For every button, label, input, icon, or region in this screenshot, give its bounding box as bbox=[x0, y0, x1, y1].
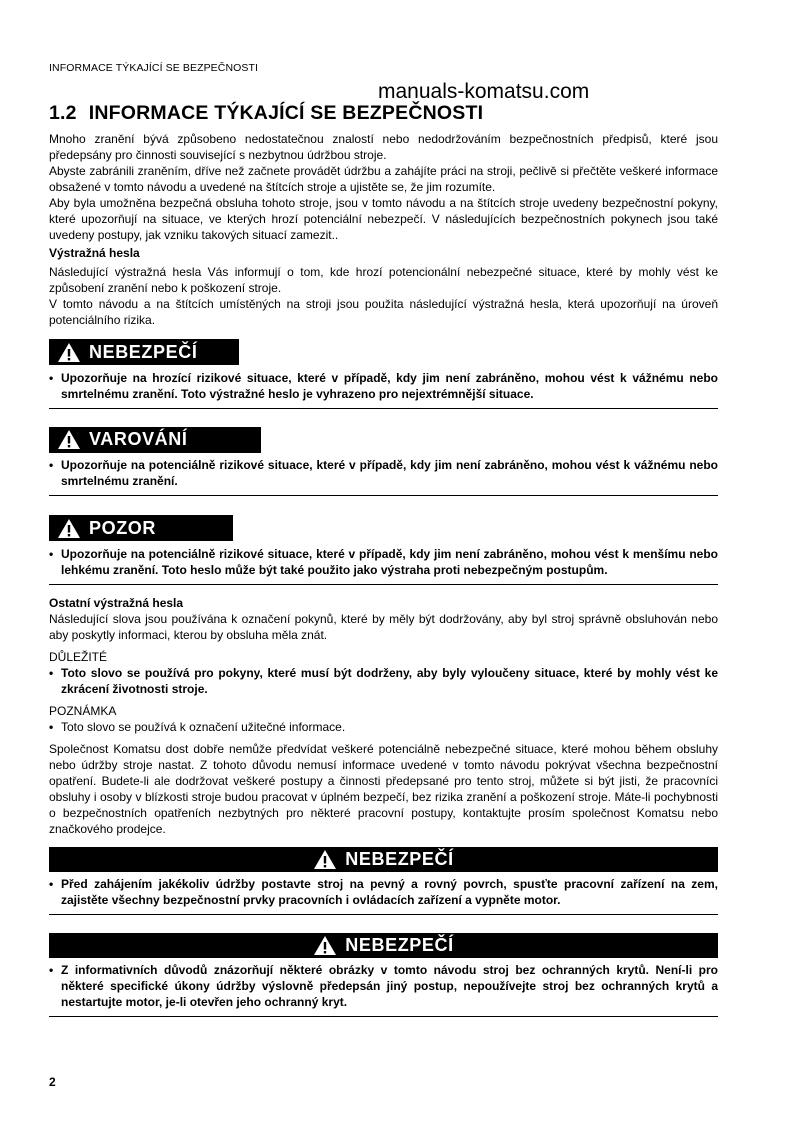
note-description: • Toto slovo se používá k označení užitečné informace. bbox=[49, 719, 718, 735]
intro-paragraph: Aby byla umožněna bezpečná obsluha tohoto stroje, jsou v tomto návodu a na štítcích stroje uvedeny bezpečnostní pokyny, které upozorňují na situace, ve kterých hrozí potenciální nebezpečí. V následujících bezpečnostních pokynech jsou také uvedeny postupy, jak vzniku takových situací zamezit.. bbox=[49, 196, 718, 242]
important-description: • Toto slovo se používá pro pokyny, které musí být dodrženy, aby byly vyloučeny situace, které by mohly vést ke zkrácení životnosti stroje. bbox=[49, 665, 718, 697]
caution-description: • Upozorňuje na potenciálně rizikové situace, které v případě, kdy jim není zabráněno, mohou vést k menšímu nebo lehkému zranění. Toto heslo může být také použito jako výstraha proti nebezpečným postupům. bbox=[49, 546, 718, 578]
warning-triangle-icon bbox=[313, 849, 337, 870]
note-label: POZNÁMKA bbox=[49, 703, 117, 718]
warning-triangle-icon bbox=[57, 429, 81, 450]
other-words-heading: Ostatní výstražná hesla bbox=[49, 595, 184, 610]
important-label: DŮLEŽITÉ bbox=[49, 649, 108, 664]
running-header: INFORMACE TÝKAJÍCÍ SE BEZPEČNOSTI bbox=[49, 62, 259, 74]
divider bbox=[49, 1016, 718, 1017]
caution-label bbox=[49, 515, 233, 541]
warning-words-heading: Výstražná hesla bbox=[49, 246, 140, 260]
danger-box bbox=[49, 847, 718, 915]
section-title-text: INFORMACE TÝKAJÍCÍ SE BEZPEČNOSTI bbox=[88, 102, 484, 124]
closing-paragraph: Společnost Komatsu dost dobře nemůže předvídat veškeré potenciálně nebezpečné situace, které mohou během obsluhy nebo údržby stroje nastat. Z tohoto důvodu nemusí informace uvedené v tomto návodu pokrývat všechna bezpečnostní opatření. Budete-li ale dodržovat veškeré postupy a činnosti předepsané pro tento stroj, můžete si být jisti, že pracovníci obsluhy i osoby v blízkosti stroje budou pracovat v úplném bezpečí, bez rizika zranění a poškození stroje. Máte-li pochybnosti o bezpečnostních opatřeních nezbytných pro některé pracovní postupy, kontaktujte prosím společnost Komatsu nebo značkového prodejce. bbox=[49, 741, 718, 836]
danger-box-label-text: NEBEZPEČÍ bbox=[345, 934, 454, 955]
caution-label-text: POZOR bbox=[89, 517, 157, 538]
warning-triangle-icon bbox=[57, 342, 81, 363]
danger-label bbox=[49, 339, 239, 365]
warning-triangle-icon bbox=[313, 935, 337, 956]
hazard-danger bbox=[49, 339, 718, 409]
other-words-paragraph: Následující slova jsou používána k označení pokynů, které by měly být dodržovány, aby byl stroj správně obsluhován nebo aby poskytly informaci, kterou by obsluha měla znát. bbox=[49, 611, 718, 642]
danger-box-label-text: NEBEZPEČÍ bbox=[345, 848, 454, 869]
danger-box-text: • Před zahájením jakékoliv údržby postavte stroj na pevný a rovný povrch, spusťte pracovní zařízení na zem, zajistěte všechny bezpečnostní prvky pracovních i ovládacích zařízení a vypněte motor. bbox=[49, 876, 718, 908]
danger-box-text: • Z informativních důvodů znázorňují některé obrázky v tomto návodu stroj bez ochranných krytů. Není-li pro některé specifické úkony údržby výslovně předepsán jiný postup, nepoužívejte stroj bez ochranných krytů a nestartujte motor, je-li otevřen jeho ochranný kryt. bbox=[49, 962, 718, 1010]
hazard-caution bbox=[49, 515, 718, 585]
danger-box-label bbox=[49, 933, 718, 958]
warning-words-paragraph: Následující výstražná hesla Vás informují o tom, kde hrozí potencionální nebezpečné situace, které by mohly vést ke způsobení zranění nebo k poškození stroje. bbox=[49, 265, 718, 295]
divider bbox=[49, 408, 718, 409]
danger-box bbox=[49, 933, 718, 1017]
divider bbox=[49, 495, 718, 496]
page-number: 2 bbox=[49, 1075, 56, 1089]
danger-description: • Upozorňuje na hrozící rizikové situace, které v případě, kdy jim není zabráněno, mohou vést k vážnému nebo smrtelnému zranění. Toto výstražné heslo je vyhrazeno pro nejextrémnější situace. bbox=[49, 370, 718, 402]
warning-label-text: VAROVÁNÍ bbox=[89, 429, 188, 449]
section-title bbox=[49, 102, 718, 125]
warning-words-paragraph: V tomto návodu a na štítcích umístěných na stroji jsou použita následující výstražná hesla, která upozorňují na úroveň potenciálního rizika. bbox=[49, 297, 718, 327]
intro-paragraph: Abyste zabránili zraněním, dříve než začnete provádět údržbu a zahájíte práci na stroji, pečlivě si přečtěte veškeré informace obsažené v tomto návodu a uvedené na štítcích stroje a ujistěte se, že jim rozumíte. bbox=[49, 164, 718, 194]
intro-paragraph: Mnoho zranění bývá způsobeno nedostatečnou znalostí nebo nedodržováním bezpečnostních předpisů, které jsou předepsány pro činnosti související s nezbytnou údržbou stroje. bbox=[49, 132, 718, 162]
hazard-warning bbox=[49, 427, 718, 497]
warning-description: • Upozorňuje na potenciálně rizikové situace, které v případě, kdy jim není zabráněno, mohou vést k vážnému nebo smrtelnému zranění. bbox=[49, 457, 718, 489]
divider bbox=[49, 584, 718, 585]
page-content bbox=[49, 102, 718, 1017]
warning-triangle-icon bbox=[57, 518, 81, 539]
warning-label bbox=[49, 427, 261, 453]
danger-box-label bbox=[49, 847, 718, 872]
section-number: 1.2 bbox=[49, 102, 77, 124]
divider bbox=[49, 914, 718, 915]
danger-label-text: NEBEZPEČÍ bbox=[89, 341, 198, 362]
watermark-text: manuals-komatsu.com bbox=[378, 80, 590, 103]
